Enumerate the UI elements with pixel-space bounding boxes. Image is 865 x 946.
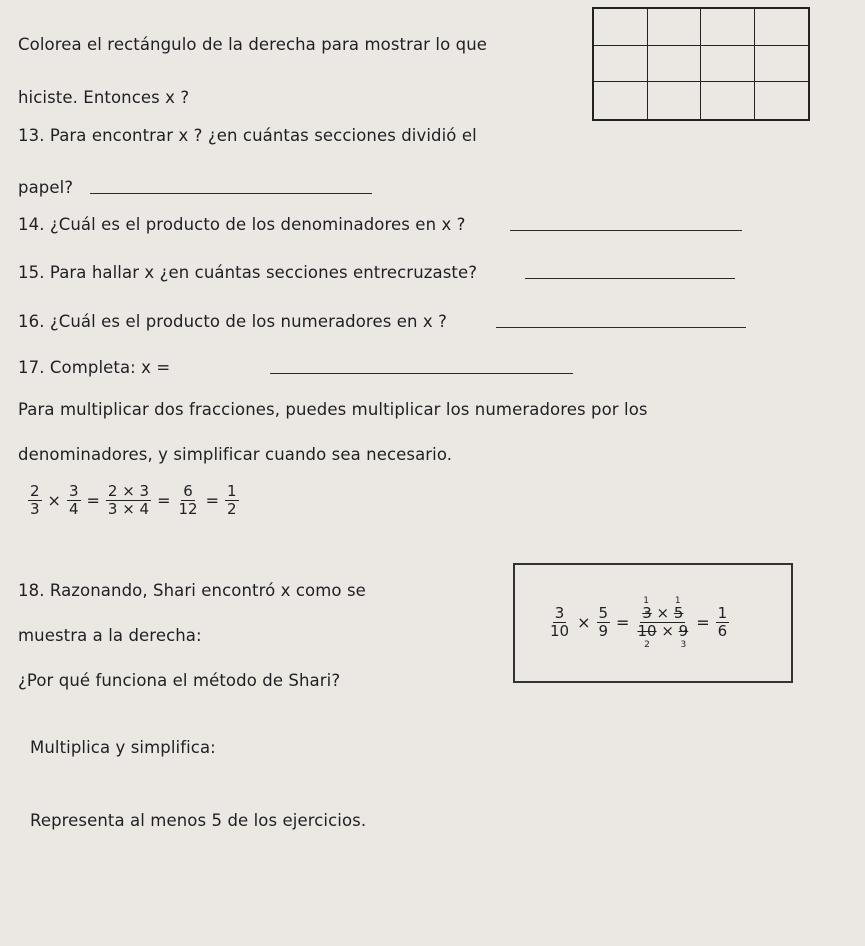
question-13-line-1: 13. Para encontrar x ? ¿en cuántas secciones dividió el [18,126,477,145]
fraction: $\frac{1}{6}$ [717,604,728,640]
answer-blank-14[interactable] [510,230,742,231]
answer-blank-13[interactable] [90,193,372,194]
intro-line-2: hiciste. Entonces x ? [18,88,190,107]
grid-cell[interactable] [594,82,648,119]
grid-cell[interactable] [594,46,648,83]
answer-blank-15[interactable] [525,278,735,279]
grid-cell[interactable] [755,82,809,119]
question-13-line-2: papel? [18,178,74,197]
grid-cell[interactable] [701,82,755,119]
cancelled-fraction: 1 3 × 1 5 10 2 × 9 3 [637,596,689,650]
question-17: 17. Completa: x = [18,358,171,377]
fraction: $\frac{5}{9}$ [598,604,609,640]
grid-cell[interactable] [755,9,809,46]
question-18-line-3: ¿Por qué funciona el método de Shari? [18,671,341,690]
fraction: $\frac{3}{10}$ [550,604,570,640]
question-18-line-2: muestra a la derecha: [18,626,202,645]
rule-line-2: denominadores, y simplificar cuando sea necesario. [18,445,453,464]
grid-cell[interactable] [701,46,755,83]
question-16: 16. ¿Cuál es el producto de los numeradores en x ? [18,312,447,331]
represent-instruction: Representa al menos 5 de los ejercicios. [30,811,367,830]
grid-cell[interactable] [701,9,755,46]
equals-sign: = [86,491,100,510]
fraction: $\frac{1}{2}$ [227,482,237,518]
grid-cell[interactable] [648,46,702,83]
question-15: 15. Para hallar x ¿en cuántas secciones entrecruzaste? [18,263,478,282]
example-equation-2 [548,596,729,650]
intro-line-1: Colorea el rectángulo de la derecha para mostrar lo que [18,35,488,54]
grid-cell[interactable] [648,82,702,119]
rule-line-1: Para multiplicar dos fracciones, puedes multiplicar los numeradores por los [18,400,648,419]
question-14: 14. ¿Cuál es el producto de los denominadores en x ? [18,215,466,234]
answer-blank-16[interactable] [496,327,746,328]
times-sign: × [577,613,591,632]
equals-sign: = [696,613,710,632]
rectangle-grid[interactable] [592,7,810,121]
fraction: $\frac{6}{12}$ [178,482,198,518]
equals-sign: = [157,491,171,510]
fraction: $\frac{2}{3}$ [30,482,40,518]
multiply-instruction: Multiplica y simplifica: [30,738,216,757]
fraction: $\frac{3}{4}$ [68,482,79,518]
example-equation-1 [28,484,239,517]
grid-cell[interactable] [648,9,702,46]
question-18-line-1: 18. Razonando, Shari encontró x como se [18,581,366,600]
answer-blank-17[interactable] [270,373,573,374]
grid-cell[interactable] [594,9,648,46]
equals-sign: = [616,613,630,632]
times-sign: × [47,491,61,510]
equals-sign: = [205,491,220,510]
grid-cell[interactable] [755,46,809,83]
fraction: $\frac{2 \times 3}{3 \times 4}$ [107,482,150,518]
